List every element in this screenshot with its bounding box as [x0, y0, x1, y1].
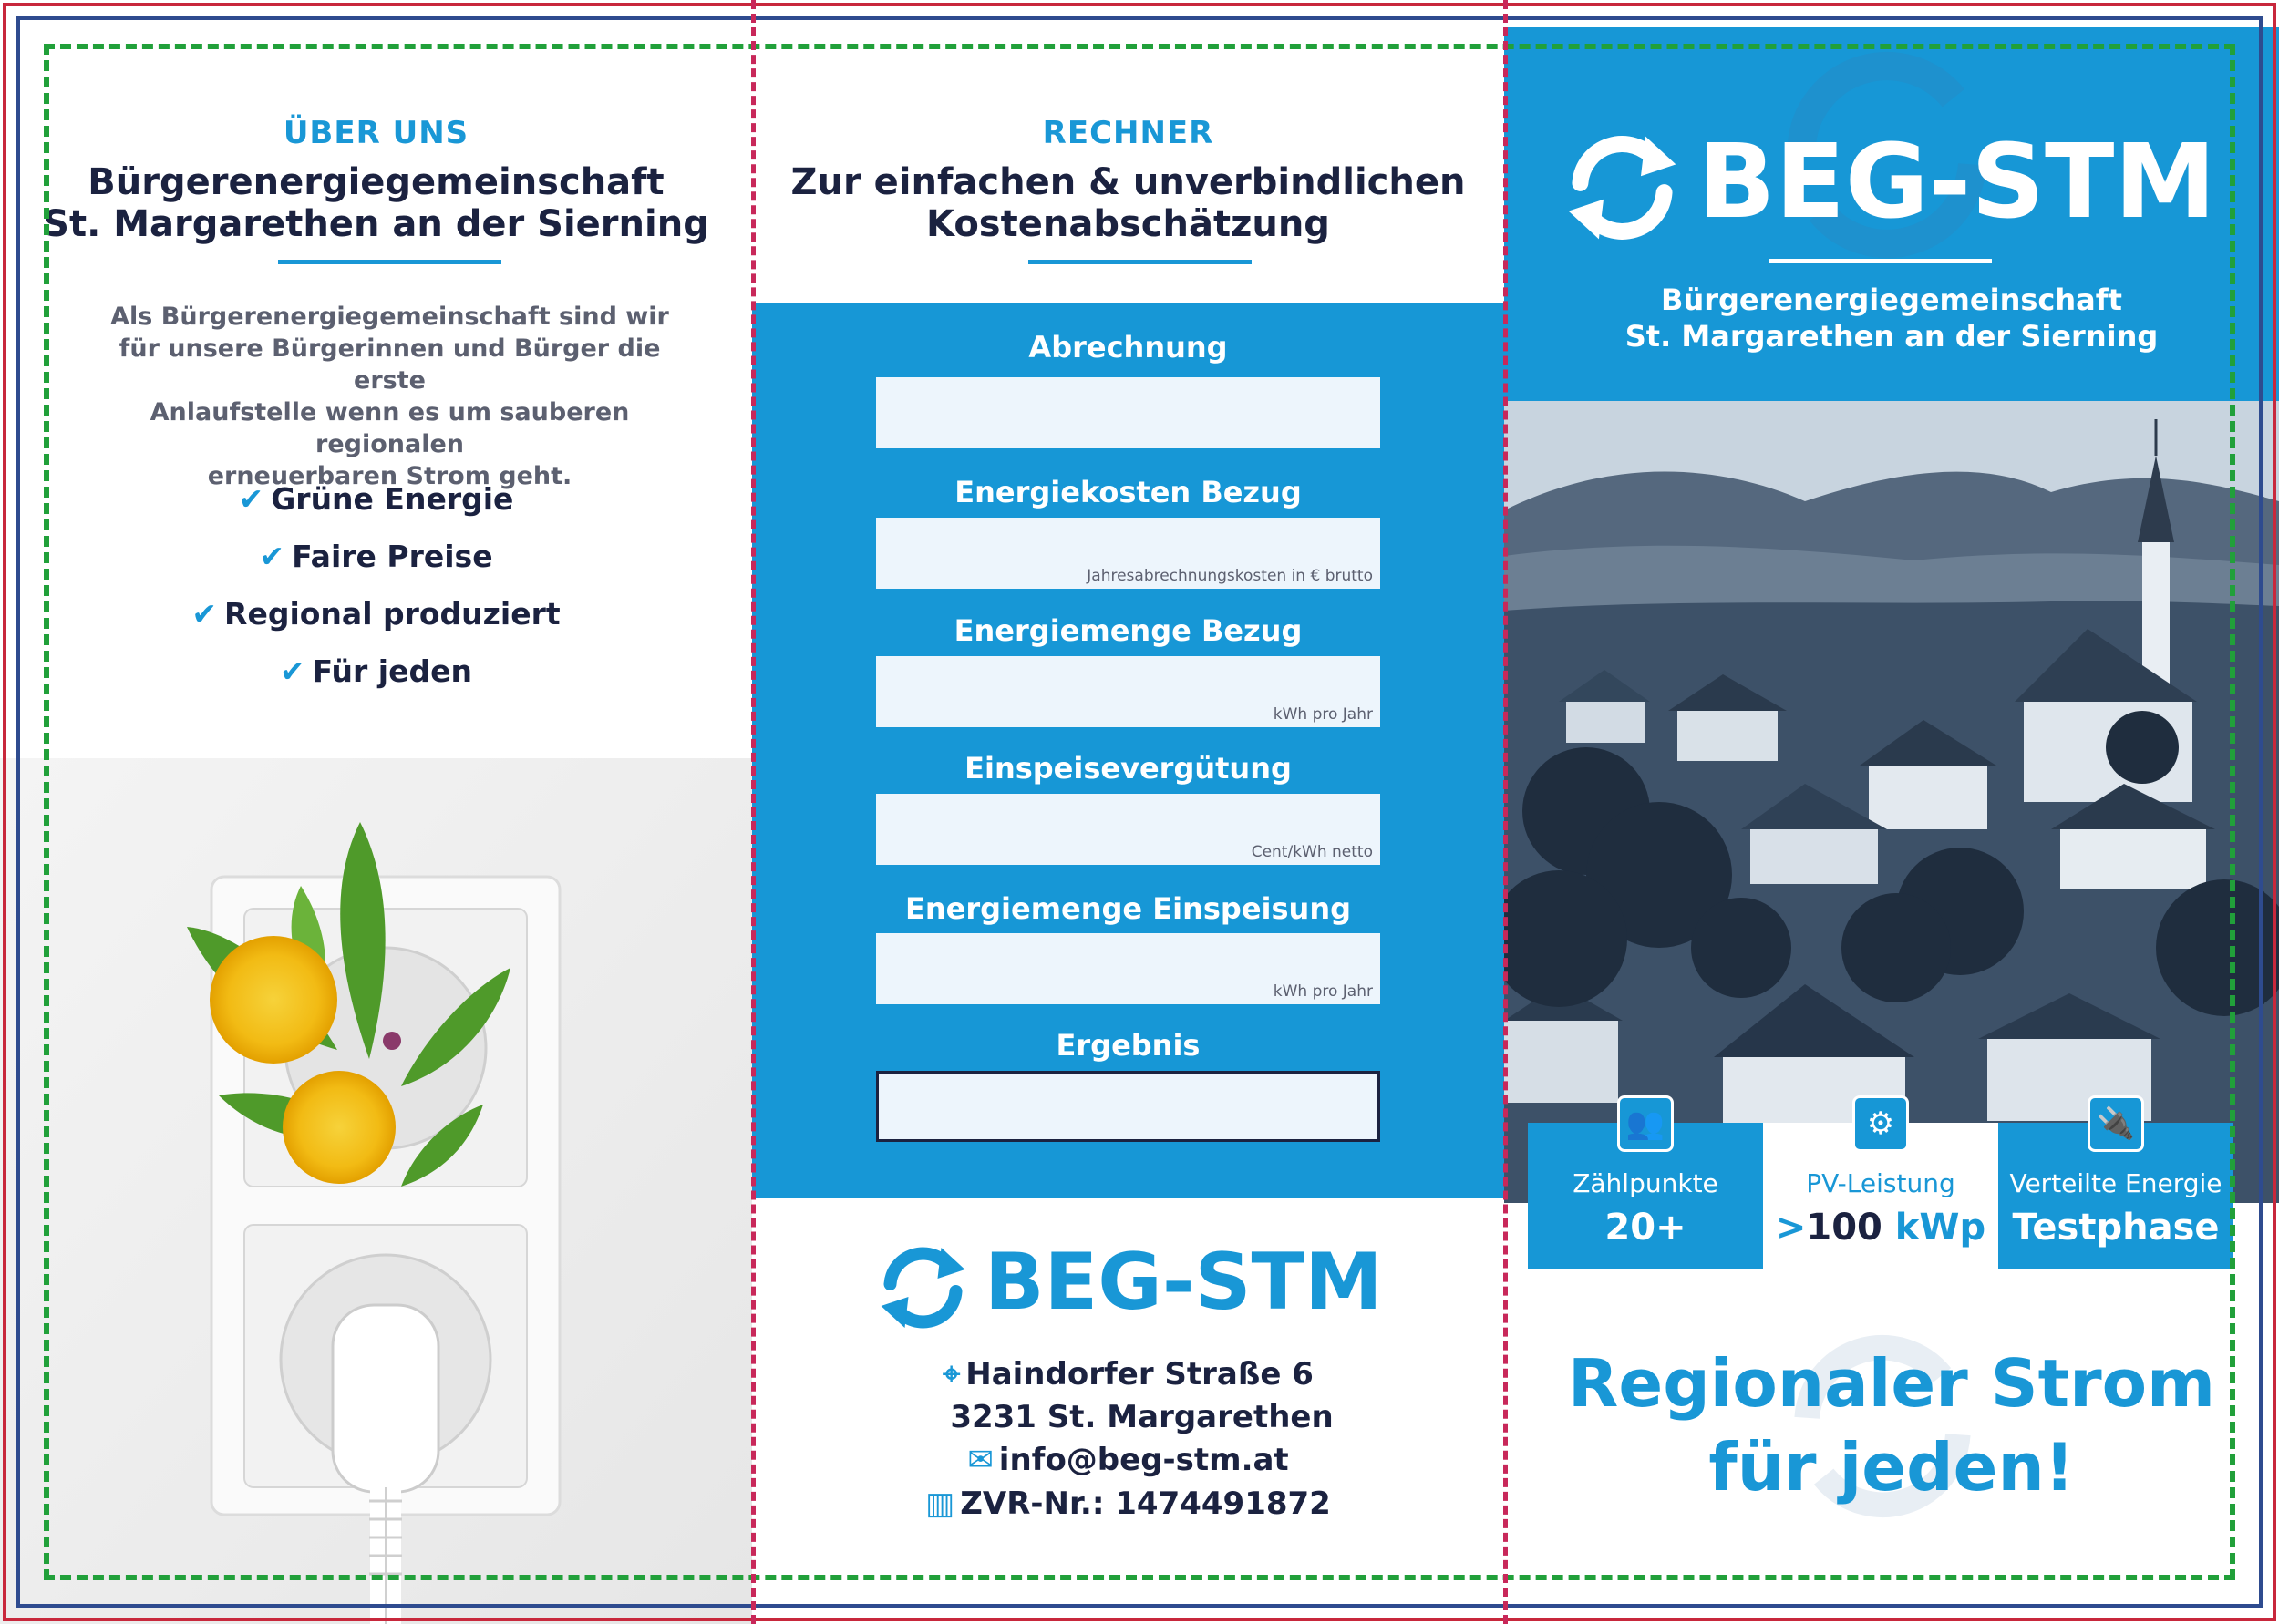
field-label-energiemenge-bezug: Energiemenge Bezug	[954, 613, 1303, 648]
about-text-line: für unsere Bürgerinnen und Bürger die erste	[119, 334, 661, 395]
gear-icon: ⚙	[1852, 1095, 1909, 1152]
zvr-text: ZVR-Nr.: 1474491872	[960, 1485, 1331, 1522]
location-pin-icon: ⌖	[943, 1356, 961, 1393]
tagline-line2: für jeden!	[1708, 1429, 2075, 1506]
benefit-label: Grüne Energie	[271, 481, 514, 517]
field-hint: kWh pro Jahr	[1273, 705, 1373, 724]
cover-subtitle-line1: Bürgerenergiegemeinschaft	[1661, 283, 2122, 317]
field-label-einspeiseverguetung: Einspeisevergütung	[964, 751, 1292, 786]
users-icon: 👥	[1617, 1095, 1674, 1152]
benefit-label: Faire Preise	[292, 539, 493, 574]
about-text-line: erneuerbaren Strom geht.	[207, 462, 572, 490]
field-hint: Jahresabrechnungskosten in € brutto	[1087, 567, 1373, 585]
field-hint: kWh pro Jahr	[1273, 982, 1373, 1001]
tagline-line1: Regionaler Strom	[1567, 1345, 2216, 1422]
about-text-line: Anlaufstelle wenn es um sauberen regionalen	[150, 398, 630, 458]
stat-value-prefix: >	[1775, 1207, 1807, 1249]
calculator-kicker: RECHNER	[1042, 115, 1214, 151]
about-kicker: ÜBER UNS	[283, 115, 469, 151]
stat-label: Zählpunkte	[1573, 1168, 1718, 1198]
stat-value: 20+	[1604, 1207, 1686, 1249]
contact-city: 3231 St. Margarethen	[950, 1399, 1334, 1435]
fold-line-2	[1503, 0, 1508, 1624]
field-label-abrechnung: Abrechnung	[1028, 330, 1228, 365]
fold-line-1	[751, 0, 756, 1624]
stat-value-unit: kWp	[1894, 1207, 1986, 1249]
mail-icon: ✉	[967, 1442, 994, 1478]
benefit-label: Für jeden	[312, 653, 472, 689]
book-icon: ▥	[925, 1485, 955, 1522]
stat-label: PV-Leistung	[1806, 1168, 1955, 1198]
about-title-line1: Bürgerenergiegemeinschaft	[88, 161, 665, 203]
field-label-ergebnis: Ergebnis	[1056, 1028, 1201, 1063]
check-icon: ✔	[279, 653, 305, 689]
about-title-line2: St. Margarethen an der Sierning	[43, 203, 709, 245]
stat-value-number: 100	[1806, 1207, 1882, 1249]
check-icon: ✔	[238, 481, 264, 517]
field-label-energiekosten-bezug: Energiekosten Bezug	[954, 475, 1302, 509]
field-hint: Cent/kWh netto	[1251, 843, 1373, 861]
email-link[interactable]: info@beg-stm.at	[998, 1442, 1289, 1478]
stat-value: Testphase	[2012, 1207, 2220, 1249]
about-text-line: Als Bürgerenergiegemeinschaft sind wir	[110, 303, 669, 331]
safe-area-guide	[44, 44, 2235, 1580]
stat-label: Verteilte Energie	[2009, 1168, 2222, 1198]
check-icon: ✔	[259, 539, 285, 574]
field-label-energiemenge-einspeisung: Energiemenge Einspeisung	[904, 891, 1352, 926]
contact-logo-text: BEG-STM	[985, 1237, 1383, 1328]
cover-subtitle-line2: St. Margarethen an der Sierning	[1624, 319, 2159, 354]
calculator-title-line2: Kostenabschätzung	[926, 203, 1330, 245]
check-icon: ✔	[191, 596, 218, 632]
benefit-label: Regional produziert	[224, 596, 561, 632]
street-text: Haindorfer Straße 6	[965, 1356, 1314, 1393]
plug-icon: 🔌	[2088, 1095, 2144, 1152]
cover-logo-text: BEG-STM	[1697, 123, 2216, 242]
calculator-title-line1: Zur einfachen & unverbindlichen	[790, 161, 1466, 203]
